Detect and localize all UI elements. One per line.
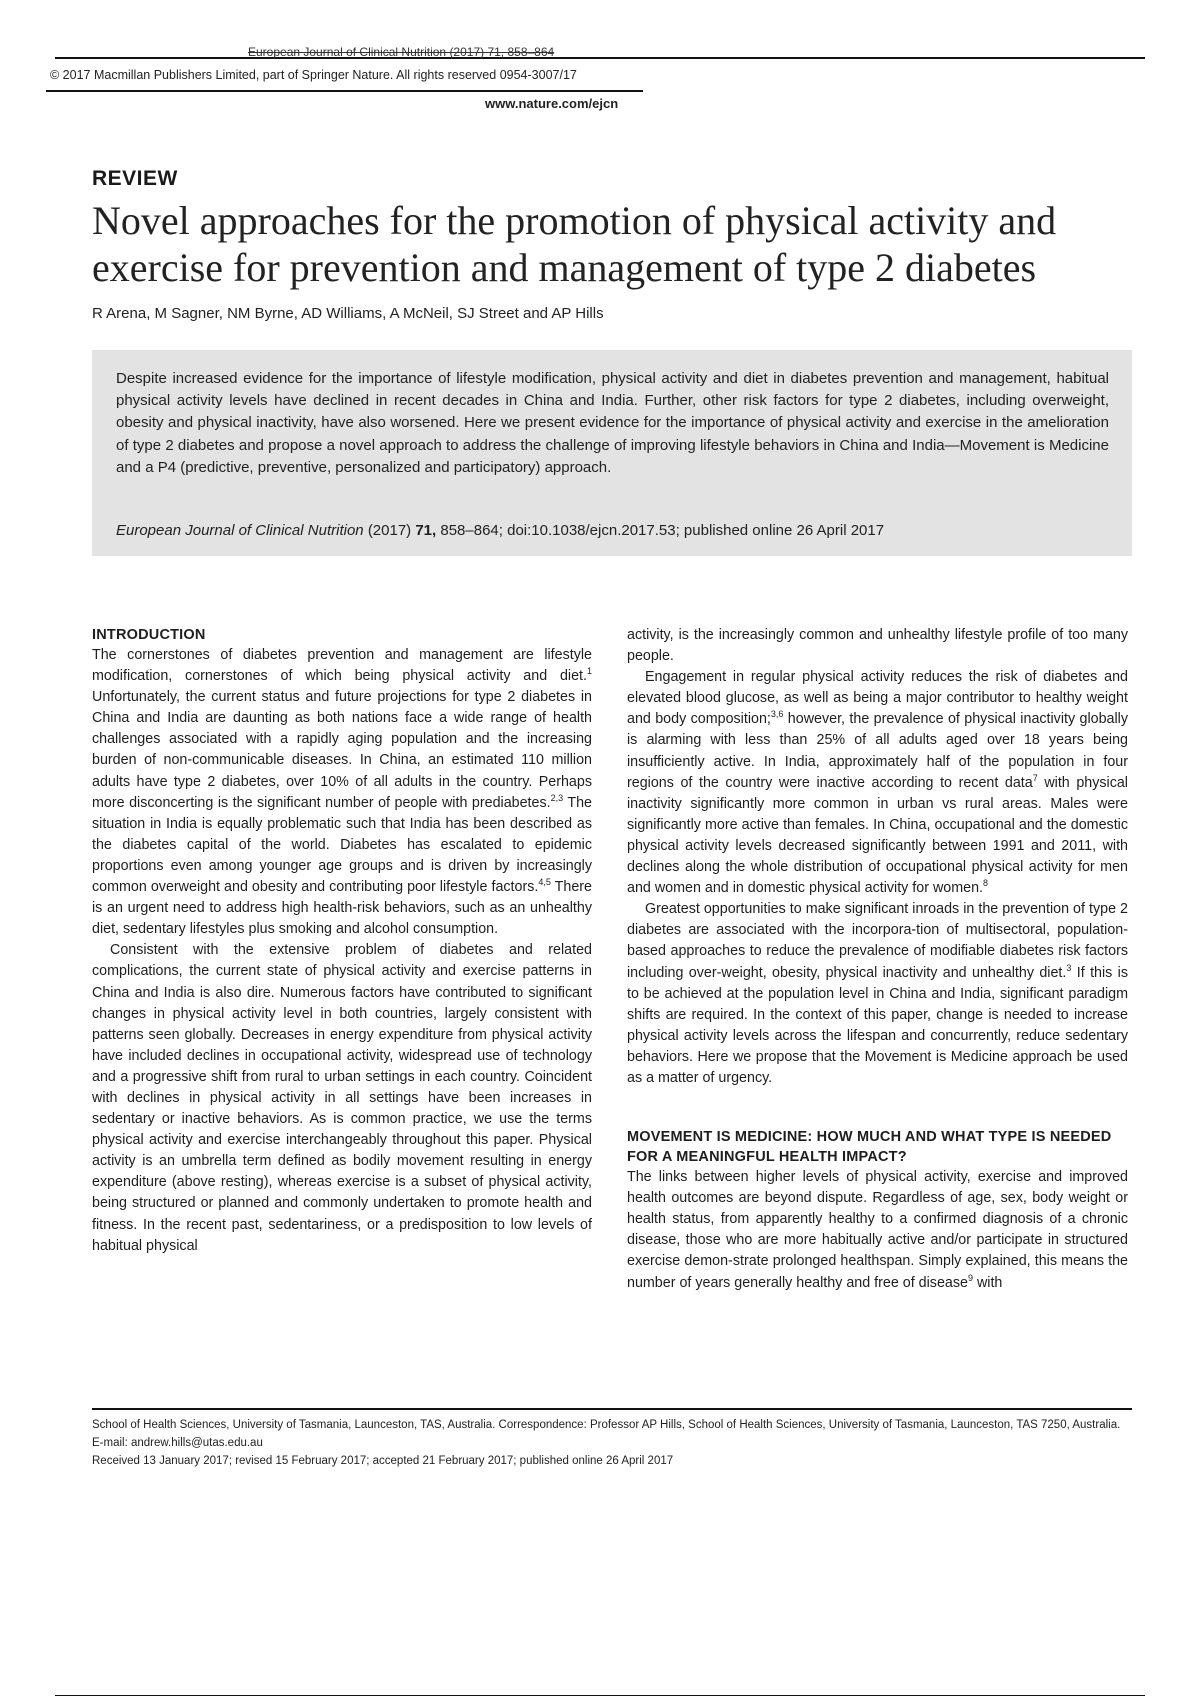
citation-year: (2017): [367, 522, 412, 539]
email-link[interactable]: E-mail: andrew.hills@utas.edu.au: [92, 1437, 263, 1449]
article-type-label: REVIEW: [92, 167, 178, 190]
footer-rule: [92, 1408, 1132, 1410]
section2-paragraph-1: The links between higher levels of physical activity, exercise and improved health outcomes are beyond dispute. Regardless of age, sex, body weight or health status, from apparently healthy to a confirmed diagnosis of a chronic disease, those who are more habitually active and/or participate in structured exercise demon-strate prolonged healthspan. Simply explained, this means the number of years generally healthy and free of disease$^9$ with: [627, 1169, 1128, 1291]
intro-paragraph-2: Consistent with the extensive problem of diabetes and related complications, the current state of physical activity and exercise patterns in China and India is also dire. Numerous factors have contributed to significant changes in physical activity level in both countries, largely consistent with patterns seen globally. Decreases in energy expenditure from physical activity have included declines in occupational activity, widespread use of technology and a progressive shift from rural to urban settings in each country. Coincident with declines in physical activity in all settings have been increases in sedentary or inactive behaviors. As is common practice, we use the terms physical activity and exercise interchangeably throughout this paper. Physical activity is an umbrella term defined as bodily movement resulting in energy expenditure (above resting), whereas exercise is a subset of physical activity, being structured or planned and commonly undertaken to promote health and fitness. In the recent past, sedentariness, or a predisposition to low levels of habitual physical: [92, 942, 592, 1254]
intro-paragraph-3: Engagement in regular physical activity reduces the risk of diabetes and elevated blood glucose, as well as being a major contributor to healthy weight and body composition;$^{3,6}$ however, the prevalence of physical inactivity globally is alarming with less than 25% of all adults aged over 18 years being insufficiently active. In India, approximately half of the population in four regions of the country were inactive according to recent data$^7$ with physical inactivity significantly more common in urban vs rural areas. Males were significantly more active than females. In China, occupational and the domestic physical activity levels decreased significantly between 1991 and 2011, with declines along the whole distribution of occupational physical activity for men and women and in domestic physical activity for women.$^8$: [627, 669, 1128, 897]
intro-paragraph-1: The cornerstones of diabetes prevention and management are lifestyle modification, cornerstones of which being physical activity and diet.$^1$ Unfortunately, the current status and future projections for type 2 diabetes in China and India are daunting as both nations face a wide range of health challenges associated with a rapidly aging population and the increasing burden of non-communicable diseases. In China, an estimated 110 million adults have type 2 diabetes, over 10% of all adults in the country. Perhaps more disconcerting is the significant number of people with prediabetes.$^{2,3}$ The situation in India is equally problematic such that India has been described as the diabetes capital of the world. Diabetes has escalated to epidemic proportions even among younger age groups and is driven by increasingly common overweight and obesity and contributing poor lifestyle factors.$^{4,5}$ There is an urgent need to address high health-risk behaviors, such as an unhealthy diet, sedentary lifestyles plus smoking and alcohol consumption.: [92, 647, 593, 938]
affiliation-note: School of Health Sciences, University of Tasmania, Launceston, TAS, Australia. Correspondence: Professor AP Hills, School of Health Sciences, University of Tasmania, Launceston, TAS 7250, Australia.: [92, 1419, 1121, 1431]
abstract-text: Despite increased evidence for the importance of lifestyle modification, physical activity and diet in diabetes prevention and management, habitual physical activity levels have declined in recent decades in China and India. Further, other risk factors for type 2 diabetes, including overweight, obesity and physical inactivity, have also worsened. Here we present evidence for the importance of physical activity and exercise in the amelioration of type 2 diabetes and propose a novel approach to address the challenge of improving lifestyle behaviors in China and India—Movement is Medicine and a P4 (predictive, preventive, personalized and participatory) approach.: [116, 370, 1109, 476]
citation-journal: European Journal of Clinical Nutrition: [116, 522, 364, 539]
author-list: R Arena, M Sagner, NM Byrne, AD Williams, A McNeil, SJ Street and AP Hills: [92, 305, 604, 322]
body-column-right: [627, 625, 1128, 1294]
citation-ref: 8: [983, 878, 989, 889]
citation-ref: 9: [967, 1272, 973, 1283]
copyright-line: © 2017 Macmillan Publishers Limited, part of Springer Nature. All rights reserved 0954-3007/17: [50, 68, 577, 82]
citation-pages-doi: 858–864; doi:10.1038/ejcn.2017.53; published online 26 April 2017: [440, 522, 885, 539]
received-dates: Received 13 January 2017; revised 15 February 2017; accepted 21 February 2017; published online 26 April 2017: [92, 1455, 674, 1467]
citation-ref: 7: [1032, 772, 1038, 783]
citation-ref: 1: [586, 666, 592, 677]
article-title: Novel approaches for the promotion of physical activity and exercise for prevention and management of type 2 diabetes: [92, 198, 1057, 290]
citation-ref: 2,3: [550, 792, 564, 803]
body-column-left: [92, 625, 592, 1257]
page-bottom-rule: [55, 1695, 1145, 1696]
intro-paragraph-4: Greatest opportunities to make significant inroads in the prevention of type 2 diabetes are associated with the incorpora-tion of multisectoral, population-based approaches to reduce the prevalence of modifiable diabetes risk factors including over-weight, obesity, physical inactivity and unhealthy diet.$^3$ If this is to be achieved at the population level in China and India, significant paradigm shifts are required. In the context of this paper, change is needed to increase physical activity levels across the lifespan and concurrently, reduce sedentary behaviors. Here we propose that the Movement is Medicine approach be used as a matter of urgency.: [627, 901, 1128, 1086]
footer-notes: [92, 1416, 1132, 1470]
citation-ref: 4,5: [538, 877, 551, 888]
journal-url-link[interactable]: www.nature.com/ejcn: [485, 96, 619, 111]
citation-volume: 71,: [415, 522, 437, 539]
intro-paragraph-2-continued: activity, is the increasingly common and unhealthy lifestyle profile of too many people.: [627, 627, 1128, 665]
journal-reference-line: European Journal of Clinical Nutrition (2017) 71, 858–864: [248, 45, 555, 59]
citation-ref: 3: [1066, 962, 1072, 973]
header-bottom-rule: [46, 90, 643, 92]
citation-line: [116, 522, 884, 539]
movement-is-medicine-heading: MOVEMENT IS MEDICINE: HOW MUCH AND WHAT TYPE IS NEEDED FOR A MEANINGFUL HEALTH IMPACT?: [627, 1129, 1112, 1166]
introduction-heading: INTRODUCTION: [92, 627, 206, 643]
citation-ref: 3,6: [770, 709, 784, 720]
